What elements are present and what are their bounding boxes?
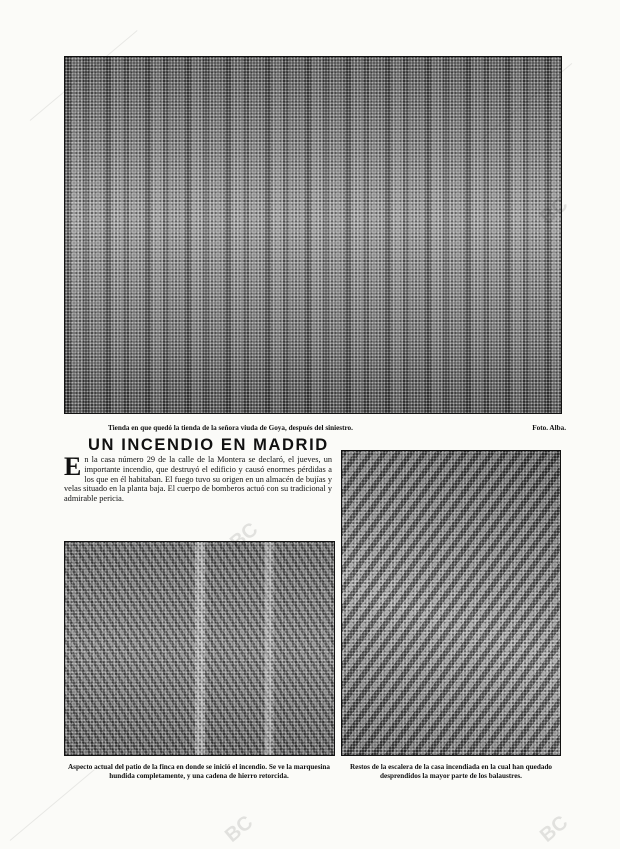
watermark-logo: BC [220, 811, 258, 847]
courtyard-photo-caption: Aspecto actual del patio de la finca en donde se inició el incendio. Se ve la marquesina hundida completamente, y una cadena de hierro retorcida. [67, 763, 331, 780]
staircase-photo [341, 450, 561, 756]
fire-damaged-shop-photo [64, 56, 562, 414]
courtyard-photo [64, 541, 335, 756]
top-photo-credit: Foto. Alba. [532, 424, 566, 432]
staircase-photo-caption: Restos de la escalera de la casa incendiada en la cual han quedado desprendidos la mayor parte de los balaustres. [349, 763, 553, 780]
article-headline: UN INCENDIO EN MADRID [88, 436, 329, 454]
top-photo-caption: Tienda en que quedó la tienda de la señora viuda de Goya, después del siniestro. [108, 424, 353, 432]
watermark-logo: BC [535, 193, 573, 229]
article-dropcap: E [64, 452, 82, 481]
watermark-logo: BC [225, 518, 263, 554]
watermark-logo: BC [535, 811, 573, 847]
article-text: n la casa número 29 de la calle de la Montera se declaró, el jueves, un importante incendio, que destruyó el edificio y causó enormes pérdidas a los que en él habitaban. El fuego tuvo su origen en un almacén de bujías y velas situado en la planta baja. El cuerpo de bomberos actuó con su tradicional y admirable pericia. [64, 455, 332, 504]
watermark-line [10, 769, 95, 840]
article-body [64, 452, 332, 504]
